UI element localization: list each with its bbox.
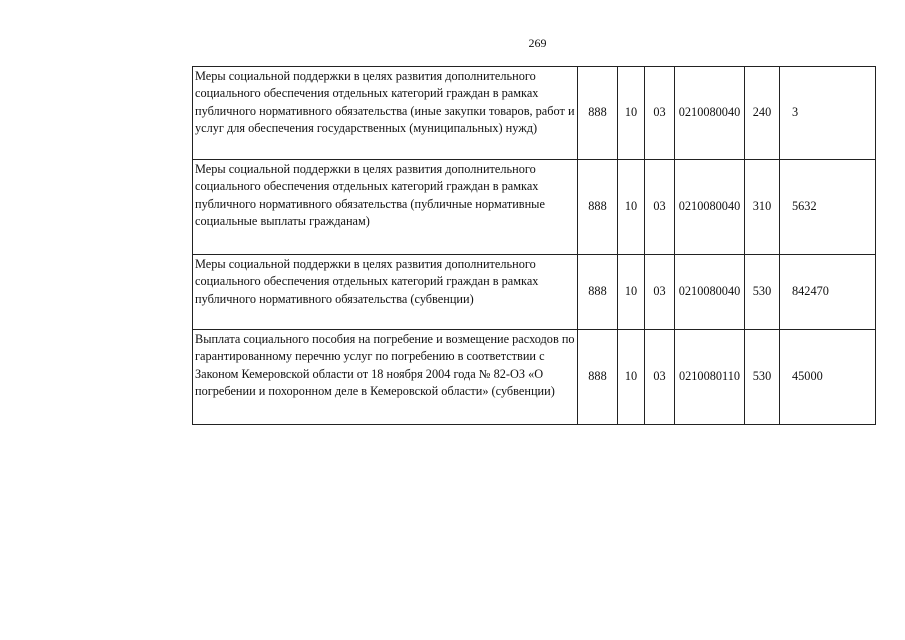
row-expense-type-code: 310 — [745, 160, 780, 255]
row-target-article-code: 0210080040 — [675, 255, 745, 330]
row-expense-type-code: 530 — [745, 255, 780, 330]
row-description: Выплата социального пособия на погребение и возмещение расходов по гарантированному перечню услуг по погребению в соответствии с Законом Кемеровской области от 18 ноября 2004 года № 82-ОЗ «О погребении и похоронном деле в Кемеровской области» (субвенции) — [193, 330, 578, 425]
row-podrazdel-code: 03 — [645, 330, 675, 425]
row-podrazdel-code: 03 — [645, 255, 675, 330]
table-row — [193, 67, 876, 160]
row-description: Меры социальной поддержки в целях развития дополнительного социального обеспечения отдельных категорий граждан в рамках публичного нормативного обязательства (публичные нормативные социальные выплаты гражданам) — [193, 160, 578, 255]
row-razdel-code: 10 — [618, 67, 645, 160]
row-podrazdel-code: 03 — [645, 160, 675, 255]
row-expense-type-code: 530 — [745, 330, 780, 425]
table-row — [193, 330, 876, 425]
page-number: 269 — [528, 36, 547, 50]
row-razdel-code: 10 — [618, 160, 645, 255]
row-podrazdel-code: 03 — [645, 67, 675, 160]
budget-table — [192, 66, 876, 425]
row-amount: 842470 — [780, 255, 876, 330]
row-glava-code: 888 — [578, 160, 618, 255]
row-amount: 5632 — [780, 160, 876, 255]
table-row — [193, 255, 876, 330]
table-row — [193, 160, 876, 255]
row-expense-type-code: 240 — [745, 67, 780, 160]
row-amount: 3 — [780, 67, 876, 160]
row-target-article-code: 0210080110 — [675, 330, 745, 425]
row-glava-code: 888 — [578, 255, 618, 330]
row-description: Меры социальной поддержки в целях развития дополнительного социального обеспечения отдельных категорий граждан в рамках публичного нормативного обязательства (иные закупки товаров, работ и услуг для обеспечения государственных (муниципальных) нужд) — [193, 67, 578, 160]
row-amount: 45000 — [780, 330, 876, 425]
row-razdel-code: 10 — [618, 330, 645, 425]
row-description: Меры социальной поддержки в целях развития дополнительного социального обеспечения отдельных категорий граждан в рамках публичного нормативного обязательства (субвенции) — [193, 255, 578, 330]
row-glava-code: 888 — [578, 67, 618, 160]
row-glava-code: 888 — [578, 330, 618, 425]
row-target-article-code: 0210080040 — [675, 160, 745, 255]
row-razdel-code: 10 — [618, 255, 645, 330]
row-target-article-code: 0210080040 — [675, 67, 745, 160]
